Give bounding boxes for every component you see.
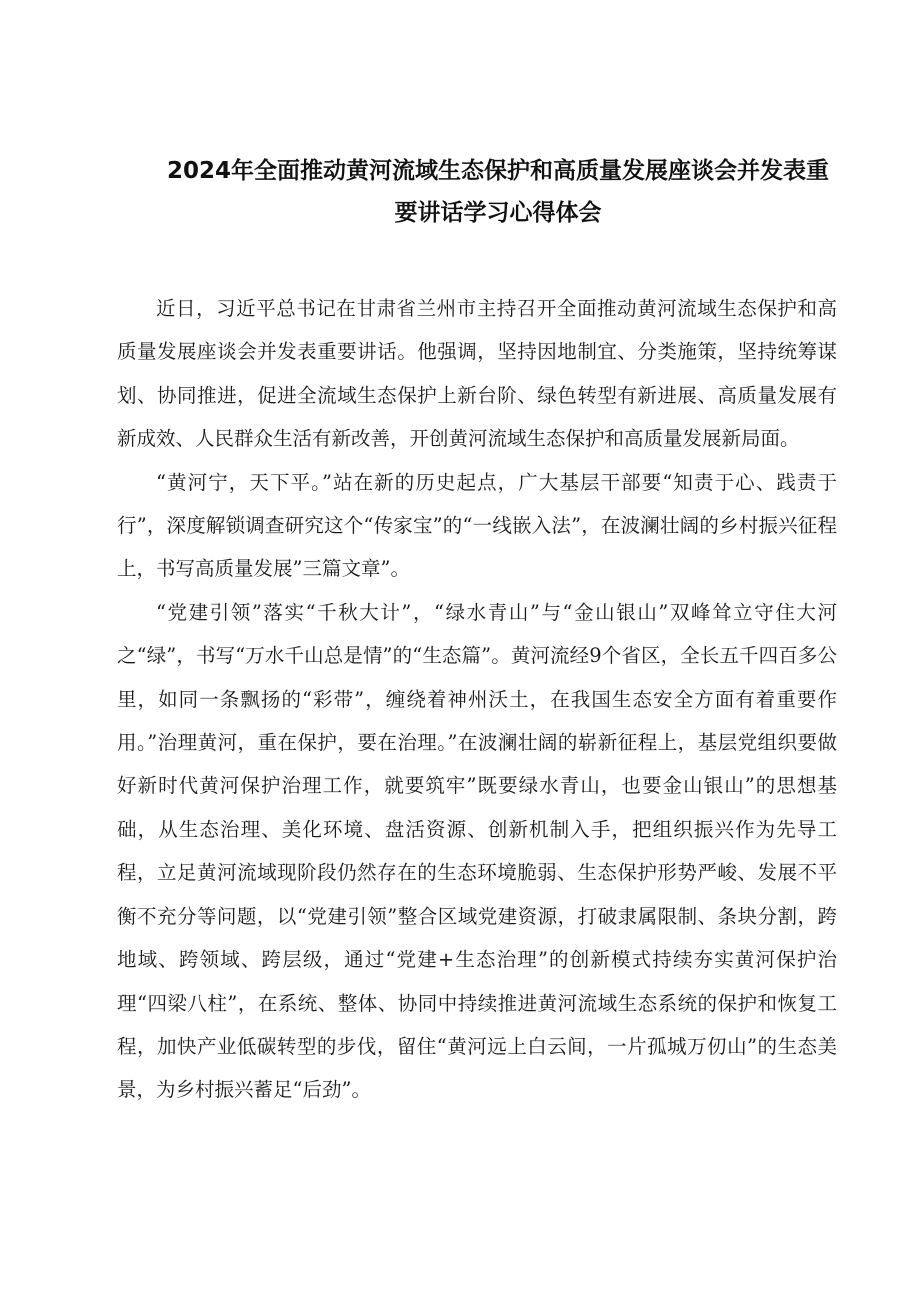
paragraph-3: “党建引领”落实“千秋大计”，“绿水青山”与“金山银山”双峰耸立守住大河之“绿”，书写“万水千山总是情”的“生态篇”。黄河流经9个省区，全长五千四百多公里，如同一条飘扬的“彩带”，缠绕着神州沃土，在我国生态安全方面有着重要作用。”治理黄河，重在保护，要在治理。”在波澜壮阔的崭新征程上，基层党组织要做好新时代黄河保护治理工作，就要筑牢”既要绿水青山，也要金山银山”的思想基础，从生态治理、美化环境、盘活资源、创新机制入手，把组织振兴作为先导工程，立足黄河流域现阶段仍然存在的生态环境脆弱、生态保护形势严峻、发展不平衡不充分等问题，以“党建引领”整合区域党建资源，打破隶属限制、条块分割，跨地域、跨领域、跨层级，通过“党建+生态治理”的创新模式持续夯实黄河保护治理“四梁八柱”，在系统、整体、协同中持续推进黄河流域生态系统的保护和恢复工程，加快产业低碳转型的步伐，留住“黄河远上白云间，一片孤城万仞山”的生态美景，为乡村振兴蓄足“后劲”。 [117,600,837,1102]
title-line-2: 要讲话学习心得体会 [394,200,602,226]
paragraph-2: “黄河宁，天下平。”站在新的历史起点，广大基层干部要“知责于心、践责于行”，深度解锁调查研究这个“传家宝”的“一线嵌入法”，在波澜壮阔的乡村振兴征程上，书写高质量发展”三篇文章”。 [117,470,837,581]
document-title [118,150,878,234]
paragraph-1: 近日，习近平总书记在甘肃省兰州市主持召开全面推动黄河流域生态保护和高质量发展座谈会并发表重要讲话。他强调，坚持因地制宜、分类施策，坚持统筹谋划、协同推进，促进全流域生态保护上新台阶、绿色转型有新进展、高质量发展有新成效、人民群众生活有新改善，开创黄河流域生态保护和高质量发展新局面。 [117,297,837,451]
document-body [117,287,837,1112]
title-line-1: 2024年全面推动黄河流域生态保护和高质量发展座谈会并发表重 [166,158,829,184]
